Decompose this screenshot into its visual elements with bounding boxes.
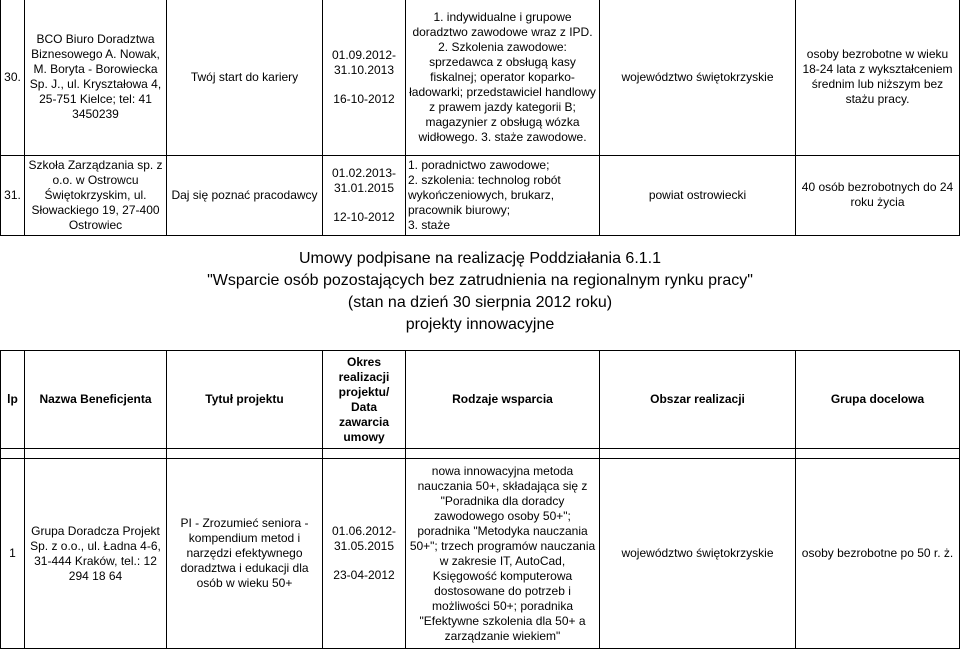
area-cell: województwo świętokrzyskie — [600, 459, 796, 649]
period-range: 01.06.2012- 31.05.2015 — [331, 524, 397, 553]
beneficiary-cell: BCO Biuro Doradztwa Biznesowego A. Nowak, M. Boryta - Borowiecka Sp. J., ul. Kryształowa 4, 25-751 Kielce; tel: 41 3450239 — [25, 0, 167, 155]
table-row — [1, 0, 960, 155]
signed-date: 16-10-2012 — [333, 91, 395, 106]
heading-line-1: Umowy podpisane na realizację Poddziałania 6.1.1 — [299, 250, 661, 267]
signed-date: 23-04-2012 — [333, 568, 395, 582]
heading-line-2: "Wsparcie osób pozostających bez zatrudnienia na regionalnym rynku pracy" — [207, 272, 753, 289]
support-cell: 1. poradnictwo zawodowe; 2. szkolenia: technolog robót wykończeniowych, brukarz, pracownik biurowy; 3. staże — [406, 155, 600, 235]
heading-line-3: (stan na dzień 30 sierpnia 2012 roku) — [347, 294, 613, 311]
page-heading — [0, 248, 960, 336]
project-title-cell: Twój start do kariery — [167, 0, 323, 155]
beneficiary-cell: Szkoła Zarządzania sp. z o.o. w Ostrowcu Świętokrzyskim, ul. Słowackiego 19, 27-400 Ostrowiec — [25, 155, 167, 235]
col-period: Okres realizacji projektu/ Data zawarcia umowy — [323, 351, 406, 449]
col-title: Tytuł projektu — [167, 351, 323, 449]
area-cell: województwo świętokrzyskie — [600, 0, 796, 155]
period-cell — [323, 0, 406, 155]
col-lp: lp — [1, 351, 25, 449]
col-beneficiary: Nazwa Beneficjenta — [25, 351, 167, 449]
period-cell — [323, 155, 406, 235]
col-area: Obszar realizacji — [600, 351, 796, 449]
signed-date: 12-10-2012 — [333, 209, 395, 224]
row-lp: 1 — [1, 459, 25, 649]
period-range: 01.09.2012- 31.10.2013 — [331, 47, 397, 77]
row-lp: 31. — [1, 155, 25, 235]
beneficiary-cell: Grupa Doradcza Projekt Sp. z o.o., ul. Ładna 4-6, 31-444 Kraków, tel.: 12 294 18 64 — [25, 459, 167, 649]
previous-projects-table — [0, 0, 960, 236]
period-range: 01.02.2013- 31.01.2015 — [331, 165, 397, 195]
project-title-cell: PI - Zrozumieć seniora - kompendium metod i narzędzi efektywnego doradztwa i edukacji dla osób w wieku 50+ — [167, 459, 323, 649]
row-lp: 30. — [1, 0, 25, 155]
support-cell: 1. indywidualne i grupowe doradztwo zawodowe wraz z IPD. 2. Szkolenia zawodowe: sprzedawca z obsługą kasy fiskalnej; operator koparko-ładowarki; przedstawiciel handlowy z prawem jazdy kategorii B; magazynier z obsługą wózka widłowego. 3. staże zawodowe. — [406, 0, 600, 155]
support-cell: nowa innowacyjna metoda nauczania 50+, składająca się z "Poradnika dla doradcy zawodowego osoby 50+"; poradnika "Metodyka nauczania 50+"; trzech programów nauczania w zakresie IT, AutoCad, Księgowość komputerowa dostosowane do potrzeb i możliwości 50+; poradnika "Efektywne szkolenia dla 50+ a zarządzanie wiekiem" — [406, 459, 600, 649]
projects-table — [0, 350, 960, 649]
area-cell: powiat ostrowiecki — [600, 155, 796, 235]
target-group-cell: 40 osób bezrobotnych do 24 roku życia — [796, 155, 960, 235]
period-cell — [323, 459, 406, 649]
col-target-group: Grupa docelowa — [796, 351, 960, 449]
target-group-cell: osoby bezrobotne w wieku 18-24 lata z wykształceniem średnim lub niższym bez stażu pracy. — [796, 0, 960, 155]
spacer-row — [1, 449, 960, 459]
heading-line-4: projekty innowacyjne — [405, 316, 555, 333]
table-row — [1, 459, 960, 649]
table-header-row — [1, 351, 960, 449]
target-group-cell: osoby bezrobotne po 50 r. ż. — [796, 459, 960, 649]
project-title-cell: Daj się poznać pracodawcy — [167, 155, 323, 235]
col-support: Rodzaje wsparcia — [406, 351, 600, 449]
table-row — [1, 155, 960, 235]
